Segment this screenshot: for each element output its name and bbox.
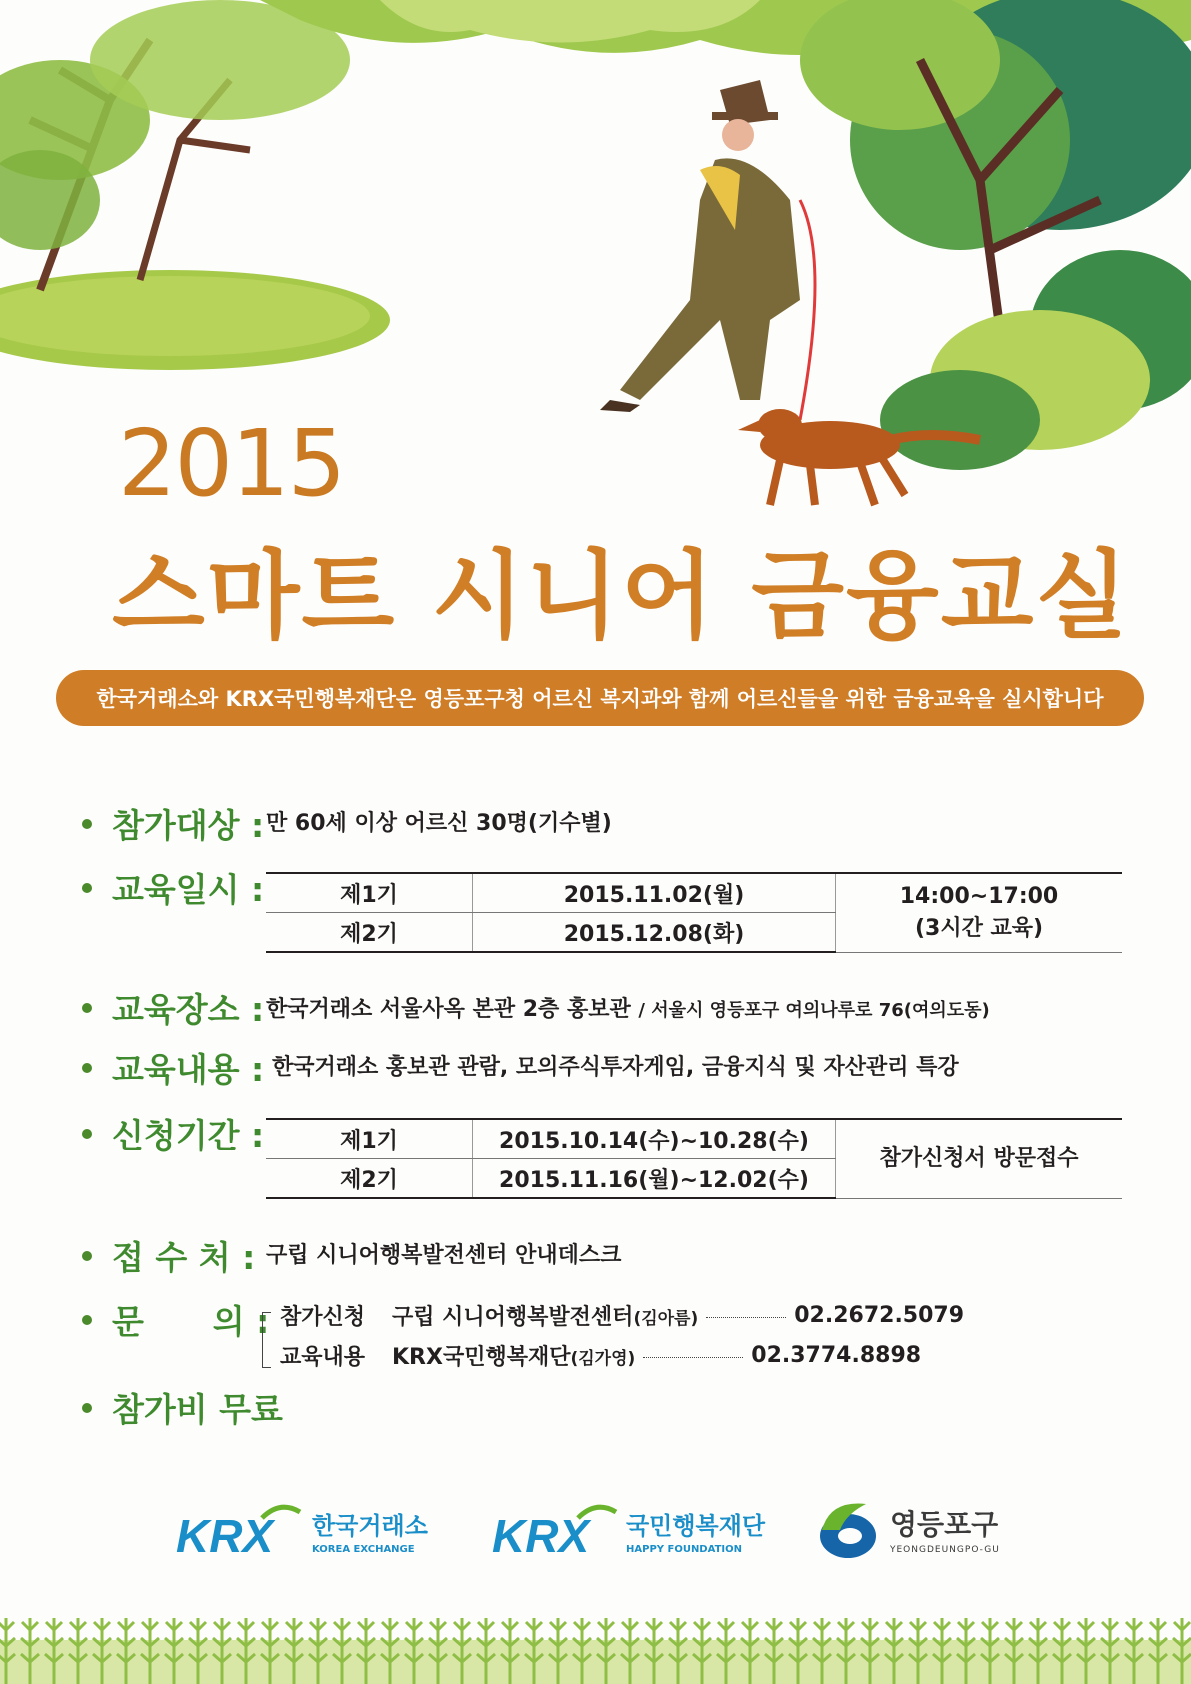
target-label: 참가대상 : xyxy=(112,806,265,845)
inquiry-org: KRX국민행복재단(김가영) xyxy=(392,1345,636,1370)
application-method: 참가신청서 방문접수 xyxy=(836,1119,1123,1198)
application-period: 2015.11.16(월)~12.02(수) xyxy=(473,1159,836,1199)
venue-address: / 서울시 영등포구 여의나루로 76(여의도동) xyxy=(638,1000,990,1021)
yeongdeungpo-logo xyxy=(820,1504,1000,1558)
content-label: 교육내용 : xyxy=(112,1050,265,1089)
right-tree-illustration xyxy=(800,0,1191,470)
grass-border-illustration xyxy=(0,1610,1191,1684)
bullet-icon xyxy=(82,1251,92,1261)
inquiry-category: 교육내용 xyxy=(280,1345,366,1370)
bullet-icon xyxy=(82,1063,92,1073)
venue-value xyxy=(266,992,990,1023)
inquiry-category: 참가신청 xyxy=(280,1305,366,1330)
schedule-row xyxy=(82,864,264,911)
schedule-date: 2015.11.02(월) xyxy=(473,873,836,913)
bullet-icon xyxy=(82,1129,92,1139)
application-session: 제2기 xyxy=(266,1159,473,1199)
schedule-label: 교육일시 : xyxy=(112,870,265,909)
schedule-time: 14:00~17:00 xyxy=(899,883,1059,909)
table-row xyxy=(266,1119,1122,1159)
schedule-session: 제2기 xyxy=(266,913,473,953)
inquiry-person: (김아름) xyxy=(633,1309,699,1329)
venue-row xyxy=(82,984,264,1031)
inquiry-row xyxy=(82,1296,269,1343)
krx-exchange-logo xyxy=(176,1507,429,1562)
reception-row xyxy=(82,1232,255,1279)
inquiry-phone: 02.3774.8898 xyxy=(751,1343,922,1368)
application-period: 2015.10.14(수)~10.28(수) xyxy=(473,1119,836,1159)
target-row xyxy=(82,800,264,847)
target-value: 만 60세 이상 어르신 30명(기수별) xyxy=(266,811,612,836)
page-title: 스마트 시니어 금융교실 xyxy=(112,540,1131,652)
left-tree-illustration xyxy=(0,0,390,370)
application-table xyxy=(266,1118,1122,1199)
dotted-leader xyxy=(643,1357,743,1358)
intro-banner: 한국거래소와 KRX국민행복재단은 영등포구청 어르신 복지과와 함께 어르신들을 위한 금융교육을 실시합니다 xyxy=(56,670,1144,726)
inquiry-item xyxy=(280,1300,964,1331)
venue-label: 교육장소 : xyxy=(112,990,265,1029)
schedule-time-cell xyxy=(836,873,1123,952)
bullet-icon xyxy=(82,883,92,893)
event-year: 2015 xyxy=(118,410,345,517)
content-row xyxy=(82,1044,264,1091)
inquiry-item xyxy=(280,1340,921,1371)
schedule-date: 2015.12.08(화) xyxy=(473,913,836,953)
fee-label: 참가비 무료 xyxy=(112,1390,283,1429)
krx-mark: KRX xyxy=(176,1510,274,1562)
schedule-table xyxy=(266,872,1122,953)
application-row xyxy=(82,1110,264,1157)
bullet-icon xyxy=(82,1003,92,1013)
logo-name: 영등포구 xyxy=(890,1508,999,1541)
reception-label: 접 수 처 : xyxy=(112,1238,256,1277)
inquiry-bracket xyxy=(262,1312,271,1368)
bullet-icon xyxy=(82,1315,92,1325)
krx-mark: KRX xyxy=(492,1510,590,1562)
inquiry-label: 문 의 : xyxy=(112,1302,270,1341)
logo-name: 한국거래소 xyxy=(312,1512,428,1540)
bullet-icon xyxy=(82,819,92,829)
sponsor-logos xyxy=(0,1490,1191,1580)
application-session: 제1기 xyxy=(266,1119,473,1159)
schedule-duration: (3시간 교육) xyxy=(914,915,1044,941)
fee-row xyxy=(82,1384,283,1431)
venue-name: 한국거래소 서울사옥 본관 2층 홍보관 xyxy=(266,997,631,1022)
reception-value: 구립 시니어행복발전센터 안내데스크 xyxy=(266,1243,622,1268)
inquiry-person: (김가영) xyxy=(570,1349,636,1369)
logo-sub: YEONGDEUNGPO-GU xyxy=(890,1545,1000,1555)
schedule-session: 제1기 xyxy=(266,873,473,913)
logo-sub: HAPPY FOUNDATION xyxy=(626,1544,742,1555)
dotted-leader xyxy=(706,1317,786,1318)
table-row xyxy=(266,873,1122,913)
inquiry-org: 구립 시니어행복발전센터(김아름) xyxy=(392,1305,699,1330)
logo-name: 국민행복재단 xyxy=(626,1512,766,1540)
bullet-icon xyxy=(82,1403,92,1413)
application-label: 신청기간 : xyxy=(112,1116,265,1155)
inquiry-phone: 02.2672.5079 xyxy=(794,1303,965,1328)
krx-foundation-logo xyxy=(492,1507,766,1562)
content-value: 한국거래소 홍보관 관람, 모의주식투자게임, 금융지식 및 자산관리 특강 xyxy=(272,1055,959,1080)
logo-sub: KOREA EXCHANGE xyxy=(312,1544,415,1555)
